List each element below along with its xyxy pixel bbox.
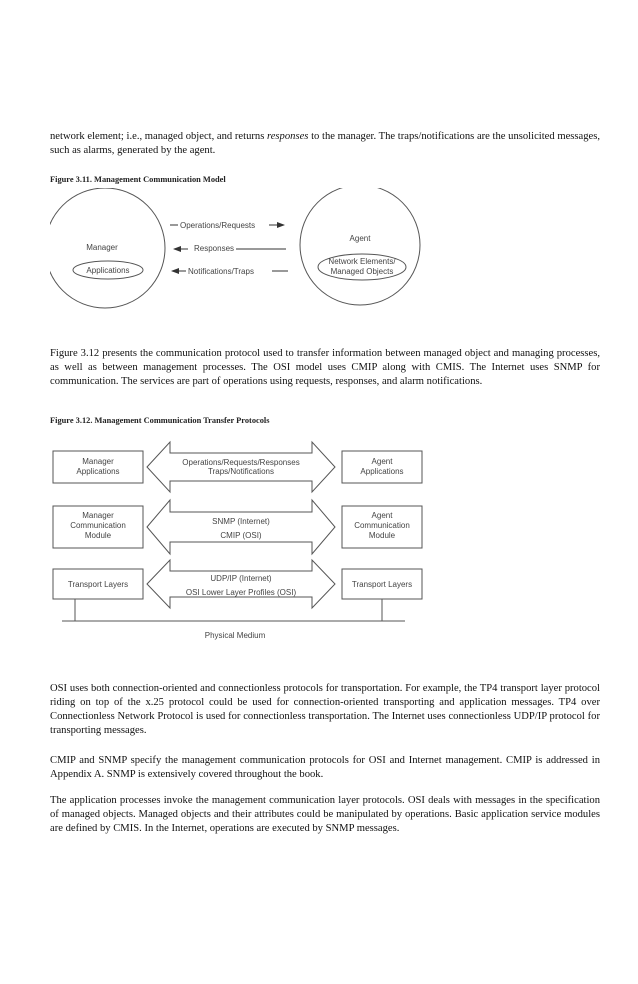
- manager-applications-line2: Applications: [76, 467, 120, 476]
- figure-3-12-caption: Figure 3.12. Management Communication Transfer Protocols: [50, 416, 270, 425]
- manager-communication-line2: Communication: [70, 521, 126, 530]
- manager-communication-line1: Manager: [82, 511, 114, 520]
- agent-circle: [300, 188, 420, 305]
- paragraph-5: The application processes invoke the management communication layer protocols. OSI deals with messages in the specification of managed objects. Managed objects and their attributes could be manipulated by operations. Basic application service modules are defined by CMIS. In the Internet, operations are executed by SNMP messages.: [50, 795, 600, 834]
- paragraph-1: [50, 130, 600, 158]
- agent-communication-line2: Communication: [354, 521, 410, 530]
- paragraph-3: OSI uses both connection-oriented and connectionless protocols for transportation. For example, the TP4 transport layer protocol riding on top of the x.25 protocol could be used for connection-oriented transporting and application messages. TP4 over Connectionless Network Protocol is used for connectionless transportation. The Internet uses connectionless UDP/IP protocol for transporting messages.: [50, 683, 600, 736]
- manager-transport-label: Transport Layers: [67, 580, 129, 589]
- manager-label: Manager: [86, 243, 118, 252]
- transport-arrow-line2: OSI Lower Layer Profiles (OSI): [185, 588, 297, 597]
- notif-arrow-label: Notifications/Traps: [188, 267, 254, 276]
- figure-3-12-diagram: [50, 436, 600, 646]
- agent-communication-line1: Agent: [371, 511, 393, 520]
- agent-applications-line2: Applications: [360, 467, 404, 476]
- paragraph-1-text-b: to the manager. The traps/notifications are the unsolicited messages, such as alarms, generated by the agent.: [50, 131, 600, 156]
- paragraph-1-emphasis: responses: [267, 131, 309, 142]
- managed-objects-label: Managed Objects: [330, 267, 394, 276]
- protocol-block-arrow: [147, 500, 335, 554]
- paragraph-2: Figure 3.12 presents the communication protocol used to transfer information between managed object and managing processes, as well as between management processes. The OSI model uses CMIP along with CMIS. The Internet uses SNMP for communication. The services are part of operations using requests, responses, and alarm notifications.: [50, 348, 600, 387]
- agent-applications-line1: Agent: [371, 457, 393, 466]
- transport-block-arrow: [147, 560, 335, 608]
- physical-medium-label: Physical Medium: [204, 631, 266, 640]
- network-elements-label: Network Elements/: [328, 257, 396, 266]
- paragraph-4: CMIP and SNMP specify the management communication protocols for OSI and Internet management. CMIP is addressed in Appendix A. SNMP is extensively covered throughout the book.: [50, 755, 600, 780]
- figure-3-11-diagram: [50, 188, 600, 318]
- applications-label: Applications: [86, 266, 130, 275]
- ops-arrow-label: Operations/Requests: [180, 221, 256, 230]
- figure-3-11-caption: Figure 3.11. Management Communication Model: [50, 175, 226, 184]
- manager-communication-line3: Module: [84, 531, 112, 540]
- protocol-arrow-line2: CMIP (OSI): [220, 531, 262, 540]
- transport-arrow-line1: UDP/IP (Internet): [210, 574, 272, 583]
- manager-applications-line1: Manager: [82, 457, 114, 466]
- protocol-arrow-line1: SNMP (Internet): [212, 517, 270, 526]
- resp-arrow-label: Responses: [194, 244, 235, 253]
- operations-arrow-line1: Operations/Requests/Responses: [182, 458, 300, 467]
- agent-label: Agent: [349, 234, 371, 243]
- operations-arrow-line2: Traps/Notifications: [208, 467, 274, 476]
- paragraph-1-text-a: network element; i.e., managed object, and returns: [50, 131, 267, 142]
- agent-communication-line3: Module: [368, 531, 396, 540]
- agent-transport-label: Transport Layers: [351, 580, 413, 589]
